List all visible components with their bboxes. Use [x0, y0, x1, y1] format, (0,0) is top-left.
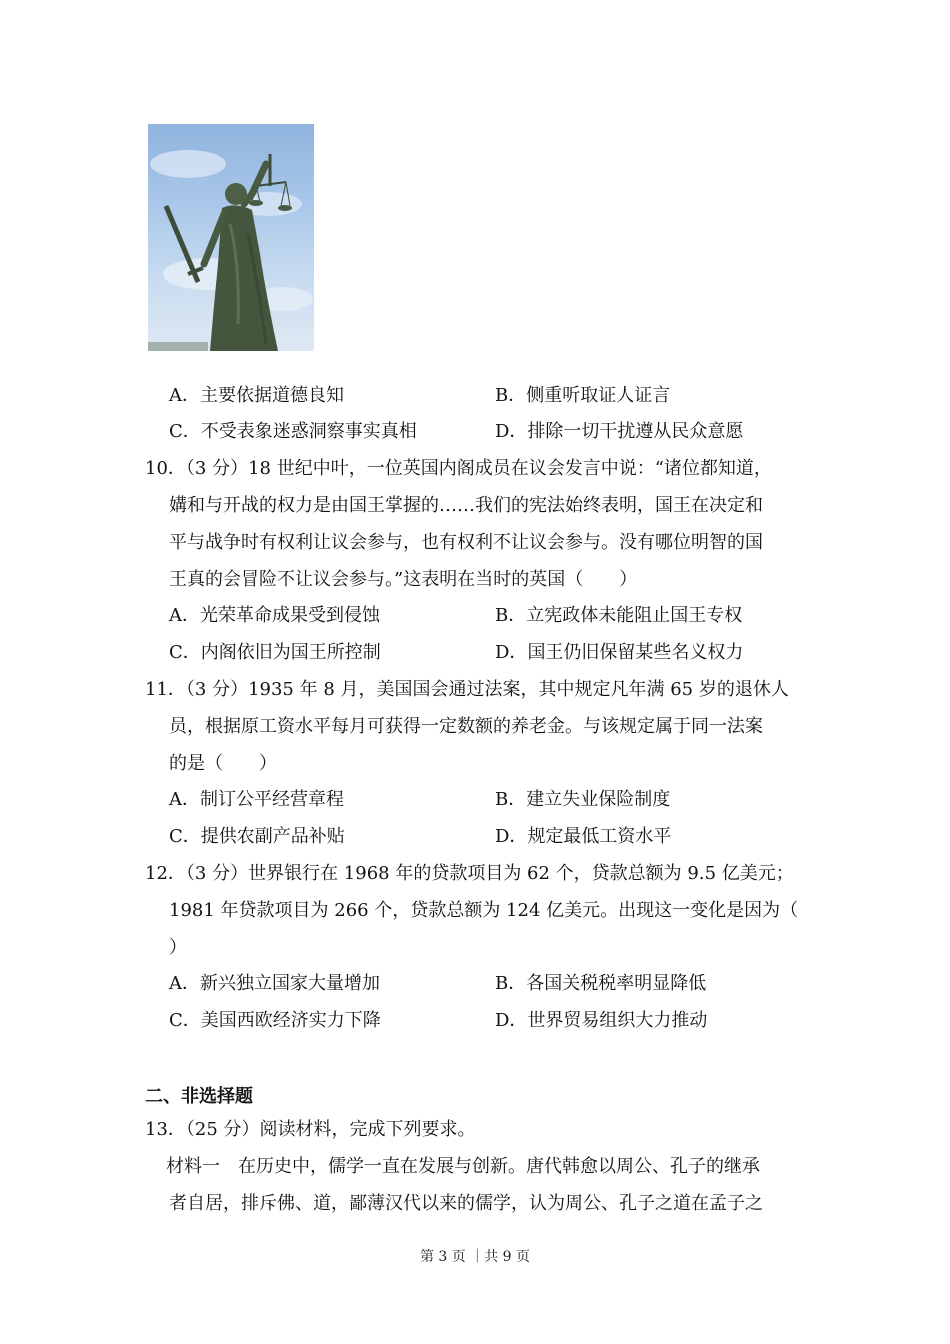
- q11-stem-line-1: 11．（3 分）1935 年 8 月，美国国会通过法案，其中规定凡年满 65 岁的退休人: [145, 679, 789, 700]
- q11-option-c: C．提供农副产品补贴: [169, 826, 345, 847]
- q12-stem-line-3: ）: [169, 937, 187, 958]
- q13-material-line-2: 者自居，排斥佛、道，鄙薄汉代以来的儒学，认为周公、孔子之道在孟子之: [169, 1193, 763, 1214]
- q9-option-a: A．主要依据道德良知: [169, 385, 344, 406]
- section-title-nonchoice: 二、非选择题: [145, 1086, 253, 1107]
- statue-icon: [148, 124, 314, 351]
- q11-stem-line-3: 的是（ ）: [169, 753, 277, 774]
- q10-stem-line-4: 王真的会冒险不让议会参与。”这表明在当时的英国（ ）: [169, 569, 638, 590]
- q12-option-b: B．各国关税税率明显降低: [495, 973, 707, 994]
- q11-option-d: D．规定最低工资水平: [495, 826, 672, 847]
- q10-stem-line-1: 10．（3 分）18 世纪中叶，一位英国内阁成员在议会发言中说：“诸位都知道，: [145, 458, 772, 479]
- q11-stem-line-2: 员，根据原工资水平每月可获得一定数额的养老金。与该规定属于同一法案: [169, 716, 763, 737]
- q11-option-b: B．建立失业保险制度: [495, 789, 671, 810]
- q13-stem: 13．（25 分）阅读材料，完成下列要求。: [145, 1119, 476, 1140]
- q10-option-c: C．内阁依旧为国王所控制: [169, 642, 381, 663]
- q12-option-c: C．美国西欧经济实力下降: [169, 1010, 381, 1031]
- q10-option-b: B．立宪政体未能阻止国王专权: [495, 605, 743, 626]
- q9-option-d: D．排除一切干扰遵从民众意愿: [495, 421, 744, 442]
- q9-option-b: B．侧重听取证人证言: [495, 385, 671, 406]
- q10-stem-line-3: 平与战争时有权利让议会参与，也有权利不让议会参与。没有哪位明智的国: [169, 532, 763, 553]
- q12-option-a: A．新兴独立国家大量增加: [169, 973, 380, 994]
- q11-option-a: A．制订公平经营章程: [169, 789, 344, 810]
- page-footer: 第 3 页 ｜共 9 页: [419, 1249, 531, 1265]
- q9-option-c: C．不受表象迷惑洞察事实真相: [169, 421, 417, 442]
- q12-stem-line-1: 12．（3 分）世界银行在 1968 年的贷款项目为 62 个，贷款总额为 9.5 亿美元；: [145, 863, 794, 884]
- justice-statue-image: [148, 124, 314, 351]
- q10-option-a: A．光荣革命成果受到侵蚀: [169, 605, 380, 626]
- q10-stem-line-2: 媾和与开战的权力是由国王掌握的……我们的宪法始终表明，国王在决定和: [169, 495, 763, 516]
- q12-stem-line-2: 1981 年贷款项目为 266 个，贷款总额为 124 亿美元。出现这一变化是因为（: [169, 900, 799, 921]
- q10-option-d: D．国王仍旧保留某些名义权力: [495, 642, 744, 663]
- q12-option-d: D．世界贸易组织大力推动: [495, 1010, 708, 1031]
- q13-material-line-1: 材料一 在历史中，儒学一直在发展与创新。唐代韩愈以周公、孔子的继承: [166, 1156, 760, 1177]
